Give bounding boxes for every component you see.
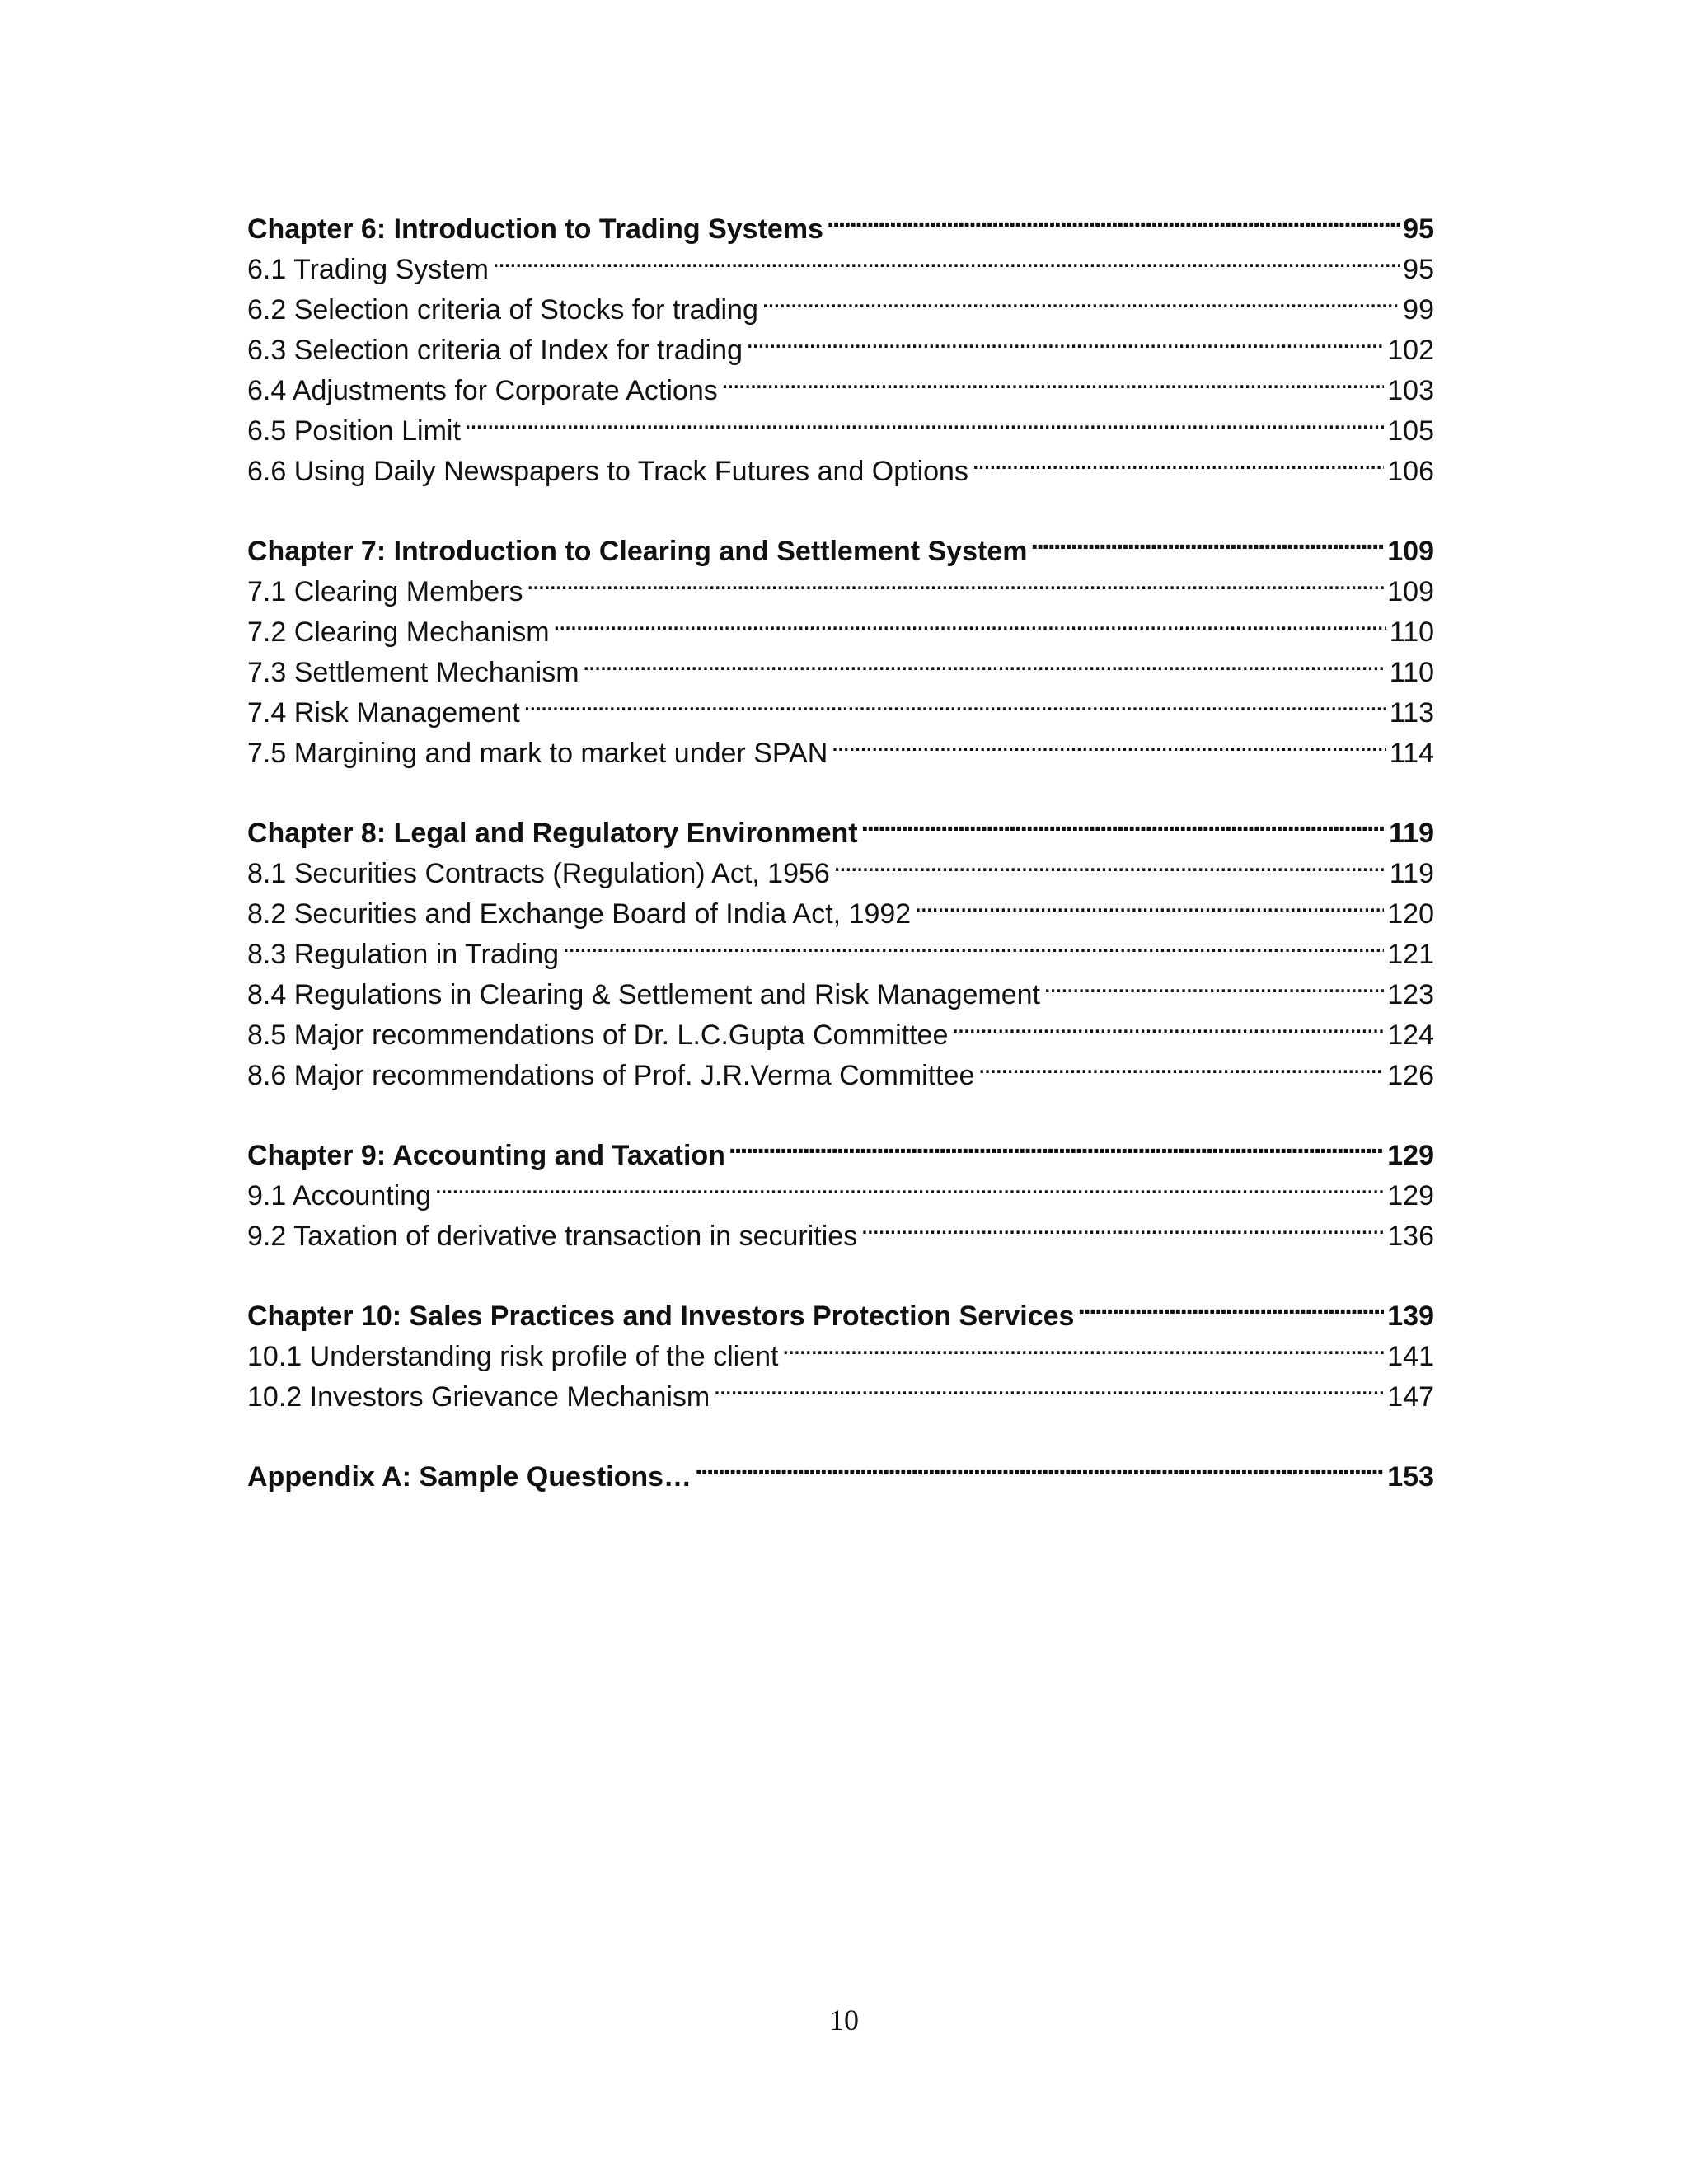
toc-entry-title: 7.5 Margining and mark to market under SPAN [247,738,828,769]
toc-entry-title: 6.4 Adjustments for Corporate Actions [247,375,718,406]
toc-entry-title: 10.1 Understanding risk profile of the client [247,1341,779,1372]
page-number: 10 [829,2004,859,2036]
toc-chapter-entry[interactable] [247,198,1434,245]
toc-section [247,802,1434,1091]
toc-entry-page: 129 [1387,1180,1434,1212]
dot-leader [861,802,1386,842]
toc-entry-page: 103 [1387,375,1434,406]
dot-leader [492,238,1400,279]
toc-entry-title: 8.6 Major recommendations of Prof. J.R.Verma Committee [247,1060,975,1091]
toc-entry-page: 123 [1387,979,1434,1010]
toc-entry-page: 153 [1387,1461,1434,1493]
toc-entry-page: 110 [1389,616,1434,648]
toc-entry-page: 129 [1387,1140,1434,1171]
dot-leader [978,1044,1384,1085]
toc-entry-page: 95 [1403,213,1434,245]
toc-entry-page: 102 [1387,335,1434,366]
toc-entry-title: Chapter 8: Legal and Regulatory Environment [247,818,858,849]
toc-section [247,1124,1434,1252]
toc-entry-page: 120 [1387,898,1434,930]
toc-entry-page: 109 [1387,536,1434,567]
toc-entry-title: 8.4 Regulations in Clearing & Settlement and Risk Management [247,979,1040,1010]
toc-entry-title: 7.4 Risk Management [247,697,520,729]
toc-entry-page: 139 [1387,1301,1434,1332]
toc-entry-page: 124 [1387,1019,1434,1051]
toc-entry-page: 126 [1387,1060,1434,1091]
toc-entry-page: 95 [1403,254,1434,285]
dot-leader [827,198,1400,238]
dot-leader [583,641,1386,682]
table-of-contents [247,198,1434,1526]
dot-leader [1043,963,1384,1004]
toc-section [247,198,1434,487]
toc-section [247,520,1434,769]
toc-entry-title: 9.1 Accounting [247,1180,432,1212]
dot-leader [695,1446,1384,1486]
dot-leader [951,1004,1384,1044]
toc-entry-page: 147 [1387,1381,1434,1413]
toc-entry-title: 8.1 Securities Contracts (Regulation) Act, 1956 [247,858,830,889]
toc-entry-title: 6.2 Selection criteria of Stocks for trading [247,294,758,326]
toc-entry-title: 7.3 Settlement Mechanism [247,657,579,688]
toc-entry-page: 110 [1389,657,1434,688]
toc-entry-page: 119 [1389,858,1434,889]
dot-leader [914,883,1384,923]
toc-entry-page: 113 [1389,697,1434,729]
toc-entry-title: 7.2 Clearing Mechanism [247,616,550,648]
dot-leader [526,560,1384,601]
toc-section [247,1446,1434,1493]
toc-entry-page: 109 [1387,576,1434,607]
toc-entry-page: 141 [1387,1341,1434,1372]
toc-entry-title: 6.5 Position Limit [247,415,461,447]
dot-leader [464,400,1384,440]
toc-entry-title: 10.2 Investors Grievance Mechanism [247,1381,710,1413]
dot-leader [972,440,1384,480]
dot-leader [833,842,1386,883]
dot-leader [1030,520,1384,560]
dot-leader [746,319,1384,359]
dot-leader [523,682,1386,722]
dot-leader [713,1366,1384,1406]
dot-leader [860,1205,1384,1245]
toc-entry-title: Chapter 10: Sales Practices and Investors Protection Services [247,1301,1075,1332]
toc-entry-title: 6.1 Trading System [247,254,489,285]
toc-entry-title: Chapter 7: Introduction to Clearing and Settlement System [247,536,1028,567]
dot-leader [1077,1285,1384,1325]
toc-chapter-entry[interactable] [247,1285,1434,1332]
toc-chapter-entry[interactable] [247,1446,1434,1493]
toc-entry-title: Chapter 6: Introduction to Trading Systems [247,213,823,245]
toc-entry-title: 9.2 Taxation of derivative transaction in securities [247,1221,858,1252]
toc-chapter-entry[interactable] [247,1124,1434,1171]
toc-entry-page: 99 [1403,294,1434,326]
toc-entry-page: 119 [1389,818,1434,849]
toc-entry-page: 114 [1389,738,1434,769]
toc-entry-title: Chapter 9: Accounting and Taxation [247,1140,725,1171]
dot-leader [831,722,1386,762]
toc-entry-page: 105 [1387,415,1434,447]
toc-entry-page: 106 [1387,456,1434,487]
dot-leader [562,923,1384,963]
toc-chapter-entry[interactable] [247,520,1434,567]
dot-leader [553,601,1386,641]
toc-entry-title: 7.1 Clearing Members [247,576,523,607]
toc-entry-title: 8.5 Major recommendations of Dr. L.C.Gupta Committee [247,1019,949,1051]
dot-leader [729,1124,1384,1165]
toc-section [247,1285,1434,1413]
dot-leader [434,1165,1384,1205]
toc-chapter-entry[interactable] [247,802,1434,849]
toc-entry-page: 136 [1387,1221,1434,1252]
toc-entry-title: Appendix A: Sample Questions… [247,1461,692,1493]
dot-leader [781,1325,1384,1366]
toc-entry-title: 8.2 Securities and Exchange Board of India Act, 1992 [247,898,912,930]
toc-entry-title: 8.3 Regulation in Trading [247,939,560,970]
toc-entry-title: 6.6 Using Daily Newspapers to Track Futures and Options [247,456,968,487]
dot-leader [721,359,1385,400]
toc-entry-page: 121 [1387,939,1434,970]
toc-entry-title: 6.3 Selection criteria of Index for trading [247,335,743,366]
dot-leader [762,279,1400,319]
